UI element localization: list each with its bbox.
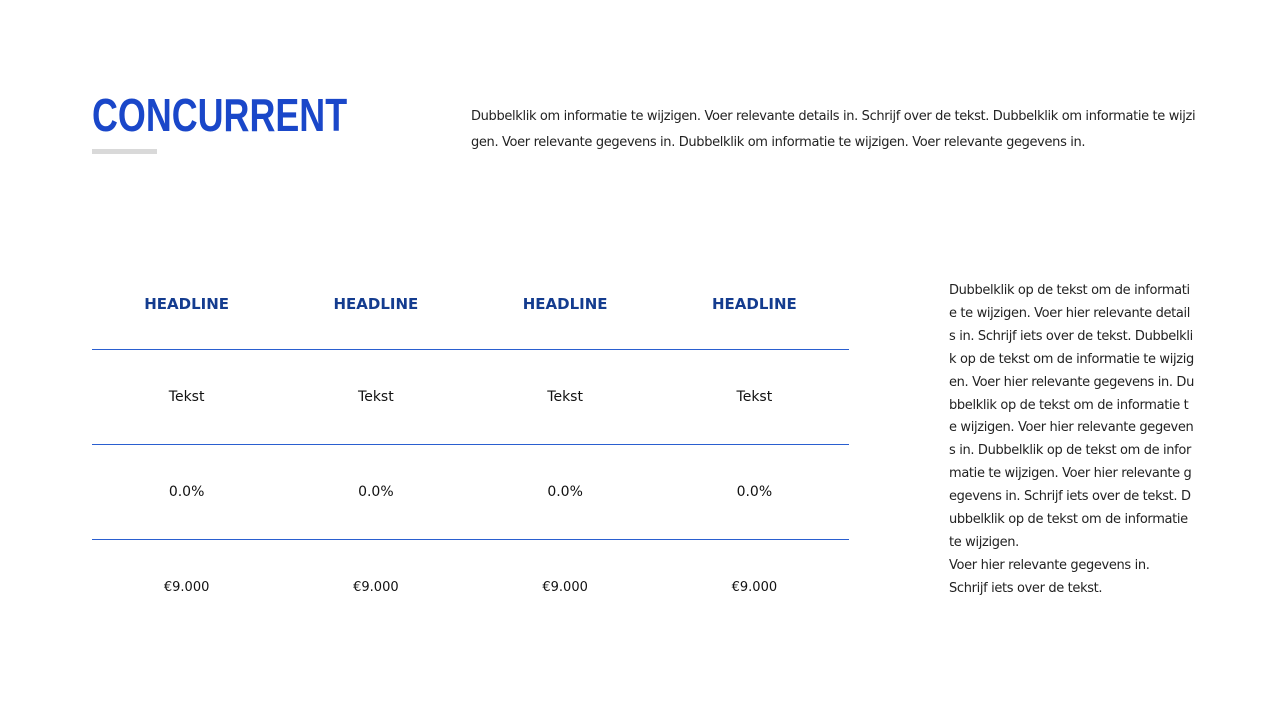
side-description[interactable] — [949, 280, 1195, 601]
table-cell[interactable]: €9.000 — [731, 579, 778, 595]
table-cell[interactable]: Tekst — [168, 389, 205, 405]
table-cell[interactable]: Tekst — [547, 389, 583, 405]
title-underline — [92, 149, 157, 154]
side-description-line: Voer hier relevante gegevens in. — [949, 557, 1150, 573]
top-description[interactable]: Dubbelklik om informatie te wijzigen. Voer relevante details in. Schrijf over de tekst. Dubbelklik om informatie te wijzigen. Voer relevante gegevens in. Dubbelklik om informatie te wijzigen. Voer relevante gegevens in. — [471, 109, 1196, 150]
table-cell[interactable]: 0.0% — [358, 484, 394, 500]
table-cell[interactable]: Tekst — [736, 389, 773, 405]
table-header-cell[interactable]: HEADLINE — [144, 294, 230, 313]
table-cell[interactable]: €9.000 — [353, 579, 399, 595]
page-title: CONCURRENT — [92, 89, 348, 141]
table-row — [92, 350, 849, 444]
table-header-row — [92, 258, 849, 349]
table-row — [92, 445, 849, 539]
table-row — [92, 540, 849, 634]
table-cell[interactable]: Tekst — [358, 389, 394, 405]
comparison-table — [92, 258, 849, 634]
table-cell[interactable]: 0.0% — [736, 484, 773, 500]
side-description-line: Schrijf iets over de tekst. — [949, 580, 1103, 596]
table-cell[interactable]: 0.0% — [168, 484, 205, 500]
table-cell[interactable]: 0.0% — [547, 484, 583, 500]
side-description-paragraph: Dubbelklik op de tekst om de informatie te wijzigen. Voer hier relevante details in. Schrijf iets over de tekst. Dubbelklik op de tekst om de informatie te wijzigen. Voer hier relevante gegevens in. Dubbelklik op de tekst om de informatie te wijzigen. Voer hier relevante gegevens in. Dubbelklik op de tekst om de informatie te wijzigen. Voer hier relevante gegevens in. Schrijf iets over de tekst. Dubbelklik op de tekst om de informatie te wijzigen. — [949, 283, 1194, 550]
table-cell[interactable]: €9.000 — [542, 579, 588, 595]
table-cell[interactable]: €9.000 — [163, 579, 210, 595]
table-header-cell[interactable]: HEADLINE — [522, 294, 608, 313]
table-header-cell[interactable]: HEADLINE — [711, 294, 797, 313]
table-header-cell[interactable]: HEADLINE — [333, 294, 419, 313]
